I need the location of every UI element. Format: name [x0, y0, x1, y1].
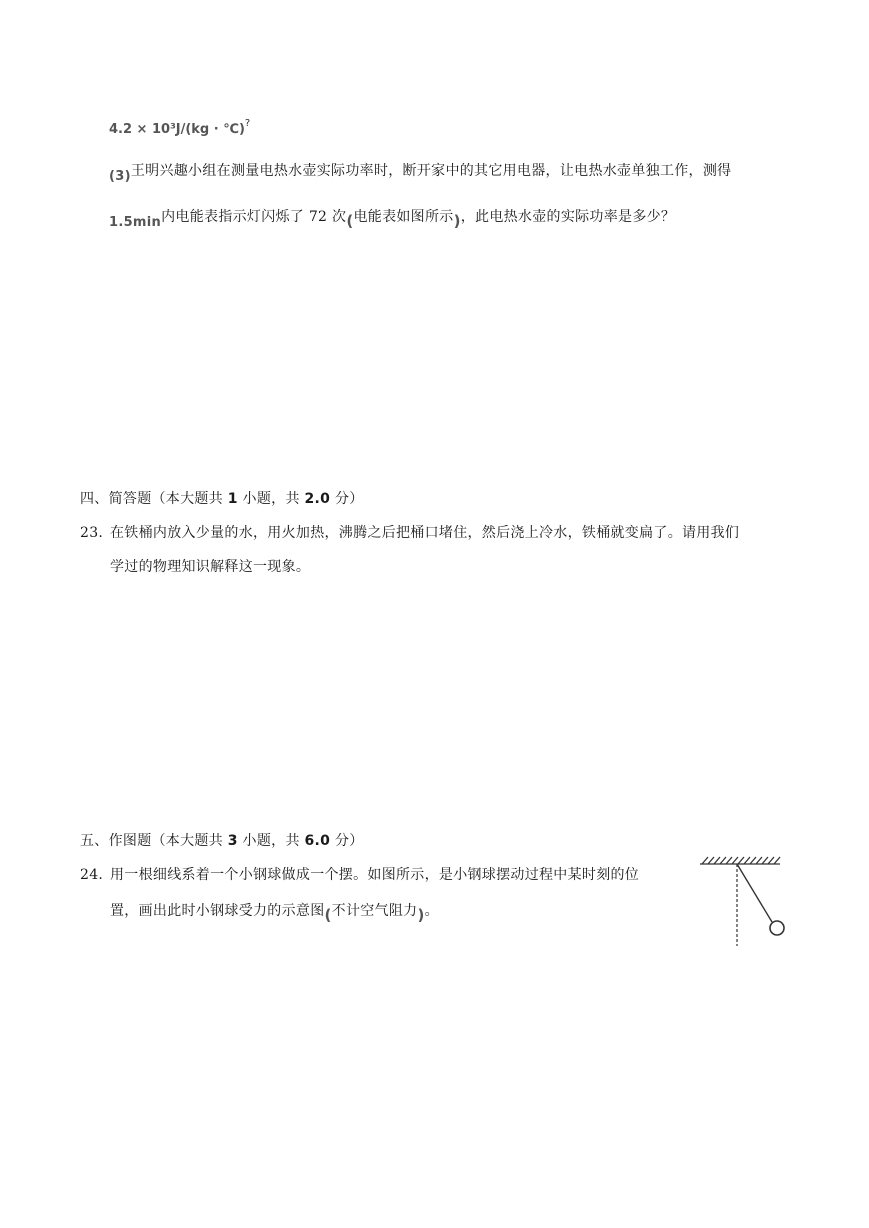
pendulum-figure [695, 852, 795, 952]
q24-paren-open: ( [324, 906, 332, 924]
q23-text-line1: 在铁桶内放入少量的水，用火加热，沸腾之后把桶口堵住，然后浇上冷水，铁桶就变扁了。请用我们 [110, 525, 740, 541]
q24-text-line1: 用一根细线系着一个小钢球做成一个摆。如图所示，是小钢球摆动过程中某时刻的位 [110, 867, 640, 883]
pendulum-string [737, 864, 772, 922]
part3-text-line2b: 电能表如图所示 [353, 209, 454, 225]
part3-label: (3) [109, 169, 131, 184]
q23-line2 [110, 556, 310, 576]
q23-text-line2: 学过的物理知识解释这一现象。 [110, 559, 311, 575]
q24-number: 24. [80, 867, 104, 883]
q24-text-line2b: 不计空气阻力 [331, 903, 418, 919]
section-5-count: 3 [227, 833, 238, 849]
section-5-header [80, 830, 364, 850]
section-4-count: 1 [227, 491, 238, 507]
question-mark: ? [244, 118, 251, 129]
specific-heat-formula [109, 118, 251, 137]
paren-close: ) [453, 212, 461, 230]
q24-line1 [80, 864, 639, 884]
q22-part3-line2 [109, 206, 676, 230]
q24-line2 [110, 900, 439, 924]
q23-number: 23. [80, 525, 104, 541]
section-4-mid: 小题，共 [237, 491, 305, 507]
steel-ball [770, 921, 784, 935]
part3-text-line2c: ，此电热水壶的实际功率是多少？ [460, 209, 676, 225]
q23-line1 [80, 522, 739, 542]
section-4-header [80, 488, 364, 508]
section-4-score: 2.0 [304, 491, 331, 507]
specific-heat-value: 4.2 × 10³J/(kg · ℃) [109, 122, 245, 137]
section-5-suffix: 分） [330, 833, 364, 849]
section-4-prefix: 四、简答题（本大题共 [80, 491, 228, 507]
time-value: 1.5min [109, 215, 162, 230]
part3-text-line1: 王明兴趣小组在测量电热水壶实际功率时，断开家中的其它用电器，让电热水壶单独工作，测得 [130, 163, 732, 179]
part3-text-line2a: 内电能表指示灯闪烁了 72 次 [161, 209, 347, 225]
q22-part3-line1 [109, 160, 732, 184]
section-5-mid: 小题，共 [237, 833, 305, 849]
ceiling-hatch [700, 857, 780, 864]
section-4-suffix: 分） [330, 491, 364, 507]
q24-paren-close: ) [417, 906, 425, 924]
q24-text-line2a: 置，画出此时小钢球受力的示意图 [110, 903, 325, 919]
q24-text-line2c: 。 [424, 903, 439, 919]
section-5-prefix: 五、作图题（本大题共 [80, 833, 228, 849]
section-5-score: 6.0 [304, 833, 331, 849]
paren-open: ( [346, 212, 354, 230]
